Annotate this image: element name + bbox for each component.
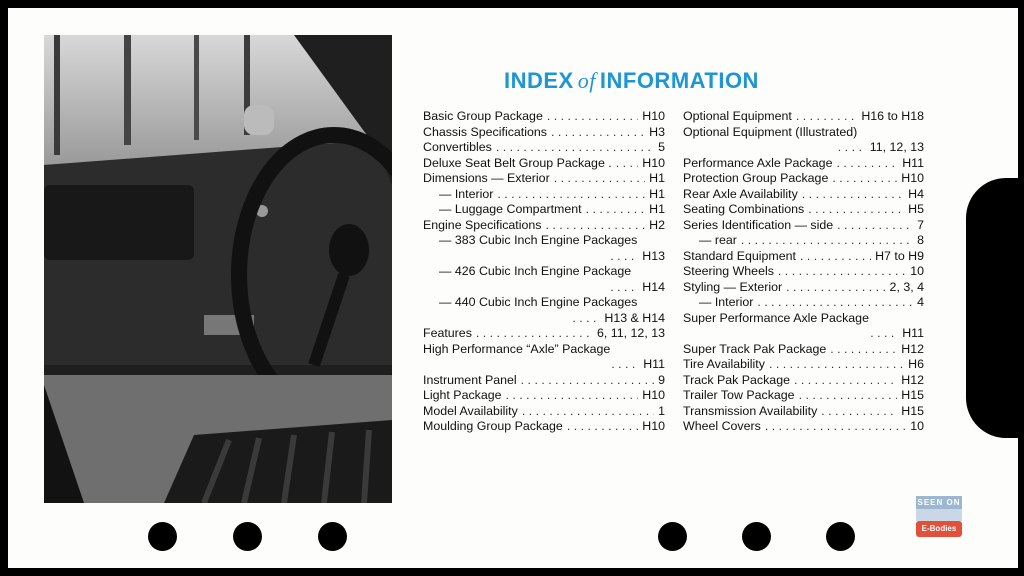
dot-leader [832,171,897,187]
dot-leader [836,156,898,172]
dot-leader [547,109,638,125]
dot-leader [611,357,639,373]
dot-leader [786,280,885,296]
entry-label: Standard Equipment [683,248,796,263]
index-entry [683,280,924,296]
entry-label: Protection Group Package [683,171,829,185]
index-entry [683,125,924,141]
index-entry [683,404,924,420]
binder-hole [658,522,687,551]
dot-leader [522,404,654,420]
entry-page-ref: H12 [901,372,924,387]
index-entry [683,109,924,125]
dot-leader [837,218,913,234]
dot-leader [554,171,645,187]
entry-page-ref: H16 to H18 [861,109,924,123]
index-entry [423,280,665,296]
watermark-text-bottom: E-Bodies [916,521,962,537]
binder-hole [148,522,177,551]
index-entry [423,311,665,327]
index-entry [683,373,924,389]
index-entry [423,419,665,435]
entry-page-ref: 8 [917,233,924,247]
dot-leader [870,326,898,342]
entry-label: — Interior [439,186,494,201]
entry-page-ref: H1 [649,171,665,185]
entry-label: Basic Group Package [423,109,543,123]
dot-leader [586,202,646,218]
dot-leader [808,202,904,218]
index-entry [423,140,665,156]
entry-page-ref: H10 [642,419,665,433]
index-entry [423,373,665,389]
index-entry [423,326,665,342]
entry-page-ref: 5 [658,140,665,154]
entry-page-ref: H4 [908,186,924,201]
entry-label: Model Availability [423,403,518,418]
entry-page-ref: 11, 12, 13 [869,140,924,154]
index-entry [423,233,665,249]
entry-label: — 440 Cubic Inch Engine Packages [439,295,638,309]
entry-label: Steering Wheels [683,264,774,278]
index-entry [683,388,924,404]
index-entry [423,357,665,373]
dot-leader [778,264,906,280]
dot-leader [610,249,638,265]
index-entry [683,419,924,435]
index-left-column [423,109,665,435]
entry-label: Chassis Specifications [423,124,547,139]
index-entry [423,171,665,187]
entry-label: Deluxe Seat Belt Group Package . [423,155,612,170]
entry-page-ref: 7 [917,217,924,232]
index-entry [423,187,665,203]
index-entry [423,125,665,141]
entry-page-ref: 2, 3, 4 [889,279,924,294]
dot-leader [765,419,906,435]
entry-label: Trailer Tow Package [683,388,795,402]
dot-leader [551,125,645,141]
entry-page-ref: H11 [643,357,665,371]
entry-page-ref: 10 [910,264,924,278]
dot-leader [496,140,654,156]
tab-notch [966,178,1024,438]
entry-label: — 383 Cubic Inch Engine Packages [439,233,638,247]
binder-hole [233,522,262,551]
entry-page-ref: H1 [649,202,665,216]
entry-page-ref: H13 [642,248,665,263]
dot-leader [521,373,654,389]
entry-page-ref: H12 [901,341,924,356]
index-entry [423,264,665,280]
entry-label: Performance Axle Package [683,155,833,170]
page-title: INDEX of INFORMATION [504,68,759,93]
entry-page-ref: H6 [908,357,924,371]
index-entry [423,295,665,311]
dot-leader [799,388,898,404]
entry-page-ref: H2 [649,217,665,232]
index-entry [683,264,924,280]
entry-label: Rear Axle Availability [683,186,798,201]
index-entry [683,171,924,187]
car-silhouette [916,509,962,521]
entry-label: Tire Availability [683,357,765,371]
entry-label: High Performance “Axle” Package [423,341,611,356]
entry-page-ref: H1 [649,186,665,201]
dot-leader [572,311,600,327]
index-entry [423,156,665,172]
entry-label: — Luggage Compartment [439,202,582,216]
entry-page-ref: H5 [908,202,924,216]
entry-label: Dimensions — Exterior [423,171,550,185]
entry-page-ref: H13 & H14 [604,310,665,325]
dot-leader [800,249,871,265]
entry-page-ref: 10 [910,419,924,433]
entry-page-ref: H15 [901,403,924,418]
index-entry [683,140,924,156]
index-entry [683,326,924,342]
index-entry [683,295,924,311]
entry-label: Transmission Availability [683,403,818,418]
entry-page-ref: H10 [642,155,665,170]
entry-page-ref: H14 [642,279,665,294]
index-entry [683,156,924,172]
watermark-logo [916,496,962,542]
entry-page-ref: H11 [902,155,924,170]
index-entry [423,202,665,218]
entry-label: — rear [699,233,737,247]
binder-hole [742,522,771,551]
entry-label: Wheel Covers [683,419,761,433]
entry-label: Convertibles [423,140,492,154]
index-entry [683,342,924,358]
index-entry [423,388,665,404]
entry-page-ref: H15 [901,388,924,402]
dot-leader [794,373,897,389]
entry-page-ref: 6, 11, 12, 13 [597,326,665,340]
index-entry [683,218,924,234]
dot-leader [545,218,645,234]
entry-label: Light Package [423,388,502,402]
index-entry [423,249,665,265]
entry-label: Super Performance Axle Package [683,310,869,325]
entry-page-ref: 4 [917,295,924,309]
index-entry [423,109,665,125]
entry-page-ref: H10 [642,388,665,402]
dot-leader [616,156,639,172]
index-entry [423,342,665,358]
index-entry [683,311,924,327]
entry-label: Series Identification — side [683,217,834,232]
watermark-text-top: SEEN ON [917,498,961,507]
index-entry [423,404,665,420]
entry-page-ref: 9 [658,372,665,387]
binder-hole [826,522,855,551]
entry-label: Instrument Panel [423,372,517,387]
entry-label: Super Track Pak Package [683,341,827,356]
dot-leader [610,280,638,296]
entry-page-ref: H3 [649,124,665,139]
index-entry [423,218,665,234]
index-right-column [683,109,924,435]
dot-leader [821,404,897,420]
dot-leader [838,140,866,156]
index-entry [683,357,924,373]
dot-leader [741,233,913,249]
entry-page-ref: H11 [902,326,924,340]
dot-leader [802,187,904,203]
entry-label: Track Pak Package [683,372,790,387]
page-tab [966,8,1016,178]
entry-page-ref: H7 to H9 [875,248,924,263]
dot-leader [830,342,897,358]
entry-page-ref: H10 [901,171,924,185]
binder-hole [318,522,347,551]
entry-label: — 426 Cubic Inch Engine Package [439,264,632,278]
interior-photo [44,35,392,503]
entry-label: Engine Specifications [423,217,542,232]
dot-leader [476,326,593,342]
index-entry [683,202,924,218]
dot-leader [497,187,645,203]
index-entry [683,187,924,203]
entry-label: Moulding Group Package [423,419,563,433]
dot-leader [757,295,913,311]
index-entry [683,249,924,265]
dot-leader [769,357,904,373]
entry-label: Features [423,326,472,340]
entry-page-ref: 1 [658,403,665,418]
entry-label: — Interior [699,295,754,309]
entry-label: Styling — Exterior [683,279,783,294]
dot-leader [796,109,857,125]
entry-label: Optional Equipment [683,109,792,123]
entry-label: Seating Combinations [683,202,805,216]
dot-leader [567,419,638,435]
dot-leader [506,388,639,404]
index-entry [683,233,924,249]
entry-label: Optional Equipment (Illustrated) [683,124,858,139]
entry-page-ref: H10 [642,109,665,123]
